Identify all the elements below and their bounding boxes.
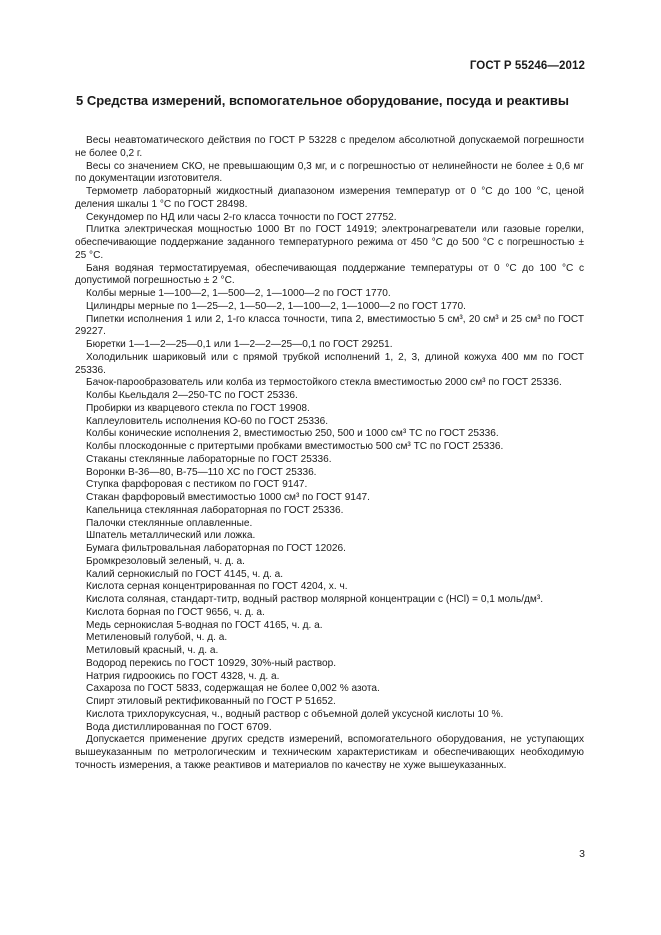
paragraph: Бачок-парообразователь или колба из термостойкого стекла вместимостью 2000 см³ по ГОСТ 25336. [86, 377, 562, 389]
paragraph: Метиленовый голубой, ч. д. а. [86, 632, 228, 644]
paragraph: Шпатель металлический или ложка. [86, 530, 256, 542]
paragraph: Бромкрезоловый зеленый, ч. д. а. [86, 555, 245, 567]
paragraph: Пипетки исполнения 1 или 2, 1-го класса точности, типа 2, вместимостью 5 см³, 20 см³ и 25 см³ по ГОСТ 29227. [75, 313, 584, 338]
paragraph: Натрия гидроокись по ГОСТ 4328, ч. д. а. [86, 670, 280, 682]
paragraph: Палочки стеклянные оплавленные. [86, 517, 253, 529]
paragraph: Вода дистиллированная по ГОСТ 6709. [86, 721, 272, 733]
paragraph: Колбы Кьельдаля 2—250-ТС по ГОСТ 25336. [86, 390, 298, 401]
paragraph: Спирт этиловый ректификованный по ГОСТ Р 51652. [86, 696, 336, 707]
paragraph: Холодильник шариковый или с прямой трубкой исполнений 1, 2, 3, длиной кожуха 400 мм по ГОСТ 25336. [75, 351, 584, 376]
paragraph: Сахароза по ГОСТ 5833, содержащая не более 0,002 % азота. [86, 683, 380, 695]
paragraph: Колбы плоскодонные с притертыми пробками вместимостью 500 см³ ТС по ГОСТ 25336. [86, 441, 504, 452]
paragraph: Медь сернокислая 5-водная по ГОСТ 4165, ч. д. а. [86, 619, 323, 631]
paragraph: Метиловый красный, ч. д. а. [86, 645, 219, 656]
paragraph: Каплеуловитель исполнения КО-60 по ГОСТ 25336. [86, 415, 329, 427]
paragraph: Кислота серная концентрированная по ГОСТ 4204, х. ч. [86, 581, 348, 593]
paragraph: Весы неавтоматического действия по ГОСТ Р 53228 с пределом абсолютной допускаемой погрешности не более 0,2 г. [75, 135, 584, 159]
paragraph: Кислота трихлоруксусная, ч., водный раствор с объемной долей уксусной кислоты 10 %. [86, 708, 504, 720]
paragraph: Капельница стеклянная лабораторная по ГОСТ 25336. [86, 504, 344, 516]
page-number: 3 [579, 848, 585, 860]
paragraph: Термометр лабораторный жидкостный диапазоном измерения температур от 0 °С до 100 °С, ценой деления шкалы 1 °С по ГОСТ 28498. [75, 186, 584, 210]
paragraph: Допускается применение других средств измерений, вспомогательного оборудования, не уступающих вышеуказанным по метрологическим и техническим характеристикам и обеспечивающих необходимую точность измерения, а также реактивов и материалов по качеству не хуже вышеуказанных. [75, 734, 584, 771]
paragraph: Колбы конические исполнения 2, вместимостью 250, 500 и 1000 см³ ТС по ГОСТ 25336. [86, 428, 499, 440]
paragraph: Кислота соляная, стандарт-титр, водный раствор молярной концентрации с (НСl) = 0,1 моль/дм³. [86, 594, 543, 605]
paragraph: Бюретки 1—1—2—25—0,1 или 1—2—2—25—0,1 по ГОСТ 29251. [86, 339, 393, 350]
paragraph: Воронки В-36—80, В-75—110 ХС по ГОСТ 25336. [86, 466, 317, 478]
paragraph: Секундомер по НД или часы 2-го класса точности по ГОСТ 27752. [86, 211, 397, 223]
paragraph: Пробирки из кварцевого стекла по ГОСТ 19908. [86, 402, 310, 414]
paragraph: Бумага фильтровальная лабораторная по ГОСТ 12026. [86, 543, 346, 554]
section-body [75, 135, 584, 773]
section-title: 5 Средства измерений, вспомогательное оборудование, посуда и реактивы [76, 93, 569, 108]
paragraph: Весы со значением СКО, не превышающим 0,3 мг, и с погрешностью от нелинейности не более ± 0,6 мг по документации изготовителя. [75, 160, 584, 185]
paragraph: Ступка фарфоровая с пестиком по ГОСТ 9147. [86, 479, 308, 491]
paragraph: Калий сернокислый по ГОСТ 4145, ч. д. а. [86, 568, 284, 580]
paragraph: Цилиндры мерные по 1—25—2, 1—50—2, 1—100—2, 1—1000—2 по ГОСТ 1770. [86, 300, 466, 312]
paragraph: Плитка электрическая мощностью 1000 Вт по ГОСТ 14919; электронагреватели или газовые горелки, обеспечивающие поддержание заданного температурного режима от 450 °С до 500 °С с погрешностью ± 25 °С. [75, 224, 584, 261]
paragraph: Кислота борная по ГОСТ 9656, ч. д. а. [86, 606, 265, 618]
paragraph: Стаканы стеклянные лабораторные по ГОСТ 25336. [86, 453, 332, 465]
paragraph: Баня водяная термостатируемая, обеспечивающая поддержание температуры от 0 °С до 100 °С с допустимой погрешностью ± 2 °С. [75, 262, 584, 287]
paragraph: Водород перекись по ГОСТ 10929, 30%-ный раствор. [86, 657, 337, 669]
paragraph: Стакан фарфоровый вместимостью 1000 см³ по ГОСТ 9147. [86, 492, 370, 503]
paragraph: Колбы мерные 1—100—2, 1—500—2, 1—1000—2 по ГОСТ 1770. [86, 288, 391, 299]
standard-id-header: ГОСТ Р 55246—2012 [469, 60, 585, 72]
